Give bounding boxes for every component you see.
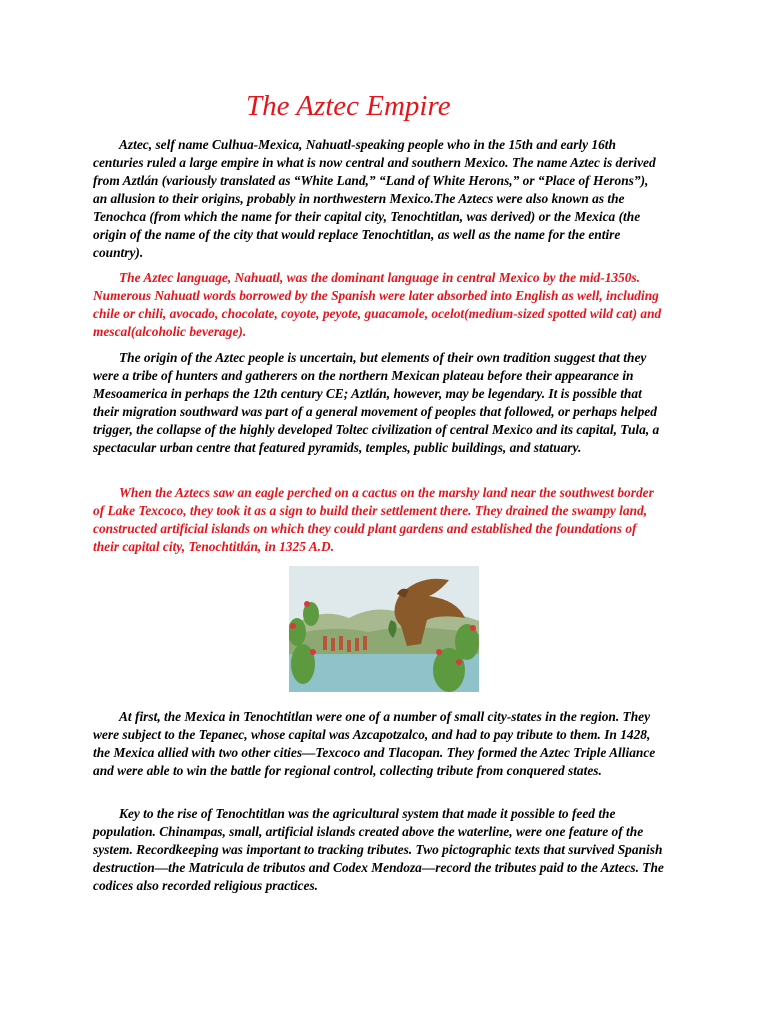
paragraph-4: [93, 484, 665, 556]
paragraph-3: [93, 349, 665, 457]
paragraph-5-text: At first, the Mexica in Tenochtitlan were one of a number of small city-states in the region. They were subject to the Tepanec, whose capital was Azcapotzalco, and had to pay tribute to them. In 1428, the Mexica allied with two other cities—Texcoco and Tlacopan. They formed the Aztec Triple Alliance and were able to win the battle for regional control, collecting tribute from conquered states.: [93, 709, 656, 778]
paragraph-2: [93, 269, 665, 341]
paragraph-6-text: Key to the rise of Tenochtitlan was the agricultural system that made it possible to feed the population. Chinampas, small, artificial islands created above the waterline, were one feature of the system. Recordkeeping was important to tracking tributes. Two pictographic texts that survived Spanish destruction—the Matricula de tributos and Codex Mendoza—record the tributes paid to the Aztecs. The codices also recorded religious practices.: [93, 806, 664, 893]
paragraph-5: [93, 708, 665, 780]
paragraph-2-text: The Aztec language, Nahuatl, was the dominant language in central Mexico by the mid-1350s. Numerous Nahuatl words borrowed by the Spanish were later absorbed into English as well, including chile or chili, avocado, chocolate, coyote, peyote, guacamole, ocelot(medium-sized spotted wild cat) and mescal(alcoholic beverage).: [93, 270, 662, 339]
paragraph-6: [93, 805, 665, 895]
paragraph-4-text: When the Aztecs saw an eagle perched on a cactus on the marshy land near the southwest border of Lake Texcoco, they took it as a sign to build their settlement there. They drained the swampy land, constructed artificial islands on which they could plant gardens and established the foundations of their capital city, Tenochtitlán, in 1325 A.D.: [93, 485, 654, 554]
paragraph-1-text: Aztec, self name Culhua-Mexica, Nahuatl-speaking people who in the 15th and early 16th centuries ruled a large empire in what is now central and southern Mexico. The name Aztec is derived from Aztlán (variously translated as “White Land,” “Land of White Herons,” or “Place of Herons”), an allusion to their origins, probably in northwestern Mexico.The Aztecs were also known as the Tenochca (from which the name for their capital city, Tenochtitlan, was derived) or the Mexica (the origin of the name of the city that would replace Tenochtitlan, as well as the name for the entire country).: [93, 137, 656, 260]
page-title: The Aztec Empire: [246, 90, 451, 122]
paragraph-3-text: The origin of the Aztec people is uncertain, but elements of their own tradition suggest that they were a tribe of hunters and gatherers on the northern Mexican plateau before their appearance in Mesoamerica in perhaps the 12th century CE; Aztlán, however, may be legendary. It is possible that their migration southward was part of a general movement of peoples that followed, or perhaps helped trigger, the collapse of the highly developed Toltec civilization of central Mexico and its capital, Tula, a spectacular urban centre that featured pyramids, temples, public buildings, and statuary.: [93, 350, 660, 455]
paragraph-1: [93, 136, 665, 262]
eagle-on-cactus-illustration: [289, 566, 479, 692]
